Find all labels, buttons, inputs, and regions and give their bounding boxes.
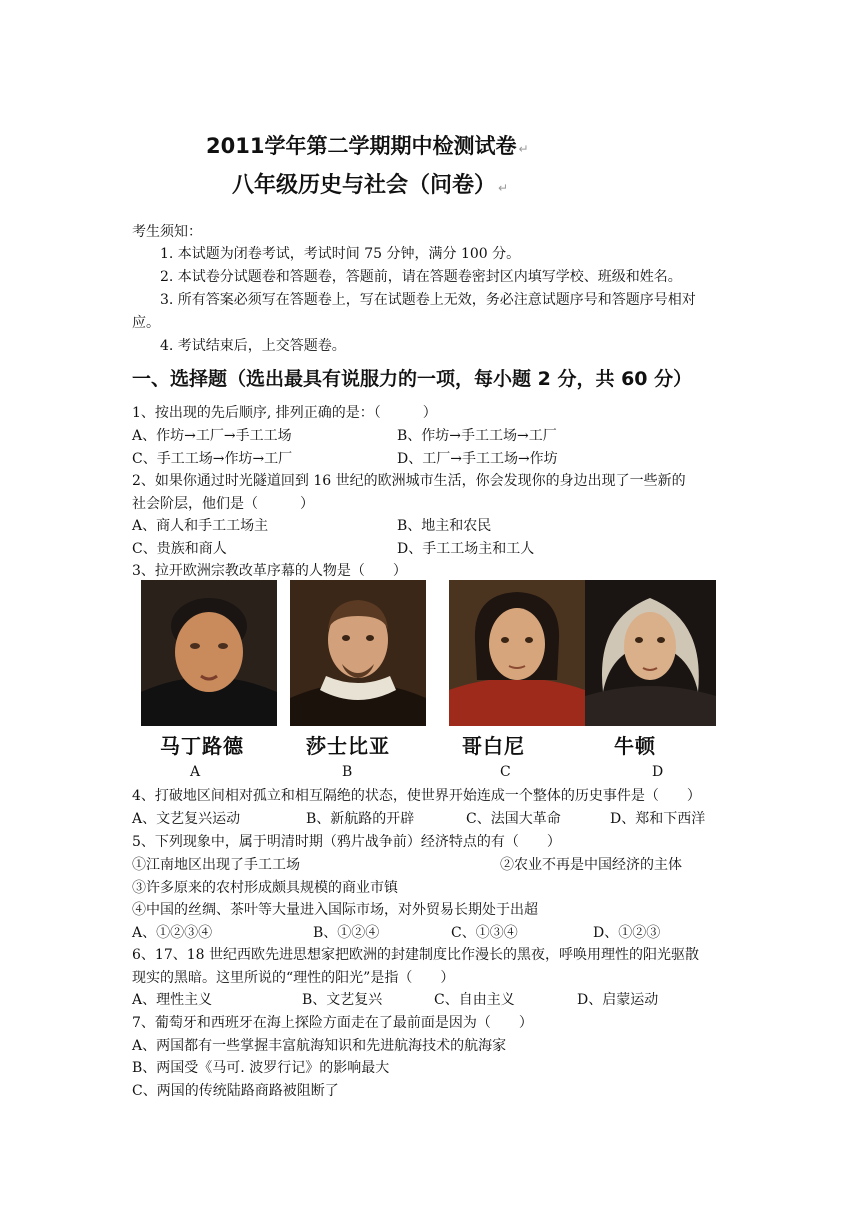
portrait-name-b: 莎士比亚 — [306, 734, 390, 758]
q5-option-c: C、①③④ — [451, 925, 518, 941]
q5-statement-2: ②农业不再是中国经济的主体 — [500, 857, 682, 873]
question-4-stem: 4、打破地区间相对孤立和相互隔绝的状态，使世界开始连成一个整体的历史事件是（ ） — [132, 788, 701, 804]
q6-option-b: B、文艺复兴 — [302, 992, 383, 1008]
question-5-stem: 5、下列现象中，属于明清时期（鸦片战争前）经济特点的有（ ） — [132, 834, 561, 850]
portrait-newton — [585, 580, 716, 726]
question-2-stem: 2、如果你通过时光隧道回到 16 世纪的欧洲城市生活，你会发现你的身边出现了一些新的 — [132, 473, 686, 489]
q4-option-d: D、郑和下西洋 — [610, 811, 706, 827]
q2-option-c: C、贵族和商人 — [132, 541, 227, 557]
section-title: 一、选择题（选出最具有说服力的一项，每小题 2 分，共 60 分） — [132, 368, 693, 390]
portrait-copernicus — [449, 580, 585, 726]
question-7-stem: 7、葡萄牙和西班牙在海上探险方面走在了最前面是因为（ ） — [132, 1015, 533, 1031]
portrait-shakespeare — [290, 580, 426, 726]
notice-item-2: 2. 本试卷分试题卷和答题卷，答题前，请在答题卷密封区内填写学校、班级和姓名。 — [160, 269, 682, 285]
q4-option-c: C、法国大革命 — [466, 811, 561, 827]
exam-title-line2: 八年级历史与社会（问卷） ↵ — [232, 173, 509, 198]
question-6-stem: 6、17、18 世纪西欧先进思想家把欧洲的封建制度比作漫长的黑夜，呼唤用理性的阳光驱散 — [132, 947, 699, 963]
q3-option-a: A — [190, 764, 201, 780]
notice-item-4: 4. 考试结束后，上交答题卷。 — [160, 338, 346, 354]
q5-statement-3: ③许多原来的农村形成颇具规模的商业市镇 — [132, 880, 398, 896]
notice-item-1: 1. 本试题为闭卷考试，考试时间 75 分钟，满分 100 分。 — [160, 246, 521, 262]
portrait-name-d: 牛顿 — [614, 734, 656, 758]
q1-option-c: C、手工工场→作坊→工厂 — [132, 451, 293, 467]
q7-option-a: A、两国都有一些掌握丰富航海知识和先进航海技术的航海家 — [132, 1038, 507, 1054]
q7-option-c: C、两国的传统陆路商路被阻断了 — [132, 1083, 339, 1099]
q4-option-a: A、文艺复兴运动 — [132, 811, 241, 827]
q3-option-c: C — [500, 764, 511, 780]
question-1-stem: 1、按出现的先后顺序, 排列正确的是：（ ） — [132, 405, 437, 421]
portrait-name-c: 哥白尼 — [462, 734, 525, 758]
q4-option-b: B、新航路的开辟 — [306, 811, 415, 827]
q6-option-d: D、启蒙运动 — [577, 992, 659, 1008]
q5-option-d: D、①②③ — [593, 925, 661, 941]
q7-option-b: B、两国受《马可. 波罗行记》的影响最大 — [132, 1060, 390, 1076]
q5-statement-1: ①江南地区出现了手工工场 — [132, 857, 300, 873]
q6-option-c: C、自由主义 — [434, 992, 515, 1008]
question-6-stem-cont: 现实的黑暗。这里所说的“理性的阳光”是指（ ） — [132, 970, 455, 986]
q5-option-a: A、①②③④ — [132, 925, 213, 941]
q5-option-b: B、①②④ — [313, 925, 380, 941]
question-3-stem: 3、拉开欧洲宗教改革序幕的人物是（ ） — [132, 563, 407, 579]
q2-option-d: D、手工工场主和工人 — [397, 541, 535, 557]
q3-option-b: B — [342, 764, 353, 780]
portrait-name-a: 马丁路德 — [160, 734, 244, 758]
q6-option-a: A、理性主义 — [132, 992, 213, 1008]
notice-item-3-cont: 应。 — [132, 315, 160, 331]
q1-option-b: B、作坊→手工工场→工厂 — [397, 428, 557, 444]
q3-option-d: D — [652, 764, 664, 780]
q5-statement-4: ④中国的丝绸、茶叶等大量进入国际市场，对外贸易长期处于出超 — [132, 902, 538, 918]
exam-title-line1: 2011学年第二学期期中检测试卷 ↵ — [206, 134, 529, 158]
q1-option-d: D、工厂→手工工场→作坊 — [397, 451, 558, 467]
notice-item-3: 3. 所有答案必须写在答题卷上，写在试题卷上无效，务必注意试题序号和答题序号相对 — [160, 292, 696, 308]
notice-heading: 考生须知： — [132, 224, 202, 240]
q1-option-a: A、作坊→工厂→手工工场 — [132, 428, 292, 444]
question-2-stem-cont: 社会阶层，他们是（ ） — [132, 496, 314, 512]
portrait-luther — [141, 580, 277, 726]
q2-option-b: B、地主和农民 — [397, 518, 492, 534]
q2-option-a: A、商人和手工工场主 — [132, 518, 269, 534]
